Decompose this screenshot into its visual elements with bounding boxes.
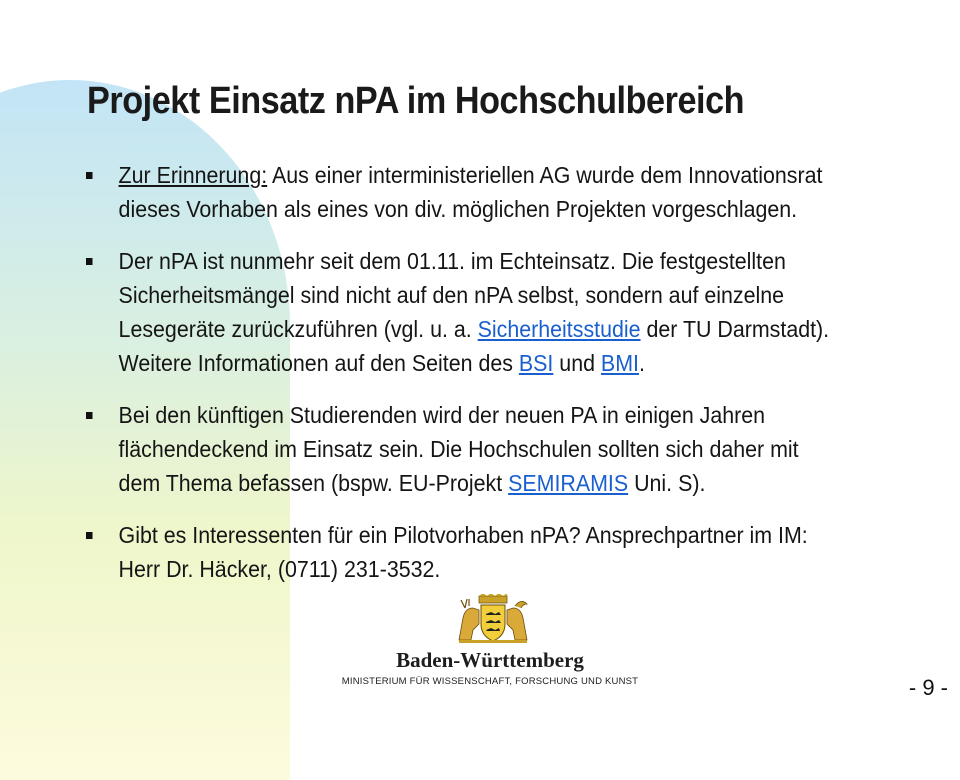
underlined-text: Zur Erinnerung:: [118, 162, 268, 188]
bullet-item: [86, 398, 956, 500]
bullet-square-icon: [86, 172, 93, 179]
bullet-line: [119, 432, 956, 466]
bullet-line: [119, 466, 956, 500]
bullet-list: [86, 158, 916, 604]
bullet-item: [86, 244, 956, 380]
hyperlink[interactable]: BMI: [600, 350, 639, 376]
bullet-item: [86, 518, 956, 586]
text-span: Weitere Informationen auf den Seiten des: [118, 350, 519, 376]
bullet-line: [119, 278, 956, 312]
hyperlink[interactable]: SEMIRAMIS: [508, 470, 629, 496]
page-number: - 9 -: [908, 675, 948, 700]
bullet-line: [119, 552, 956, 586]
text-span: Der nPA ist nunmehr seit dem 01.11. im Echteinsatz. Die festgestellten: [118, 248, 786, 274]
hyperlink[interactable]: BSI: [518, 350, 554, 376]
text-span: Uni. S).: [628, 470, 706, 496]
bullet-square-icon: [86, 258, 93, 265]
bullet-item: [86, 158, 956, 226]
logo-state-name: Baden-Württemberg: [396, 648, 584, 672]
text-span: dieses Vorhaben als eines von div. möglichen Projekten vorgeschlagen.: [118, 196, 798, 222]
text-span: flächendeckend im Einsatz sein. Die Hochschulen sollten sich daher mit: [118, 436, 799, 462]
slide-title: Projekt Einsatz nPA im Hochschulbereich: [87, 80, 745, 122]
text-span: der TU Darmstadt).: [640, 316, 830, 342]
bullet-line: [119, 346, 956, 380]
text-span: Bei den künftigen Studierenden wird der neuen PA in einigen Jahren: [118, 402, 766, 428]
logo-ministry-name: MINISTERIUM FÜR WISSENSCHAFT, FORSCHUNG UND KUNST: [341, 676, 639, 687]
bullet-line: [119, 244, 956, 278]
text-span: und: [553, 350, 601, 376]
hyperlink[interactable]: Sicherheitsstudie: [477, 316, 641, 342]
ministry-logo: [340, 592, 640, 692]
bullet-line: [119, 158, 956, 192]
bullet-square-icon: [86, 412, 93, 419]
text-span: Sicherheitsmängel sind nicht auf den nPA selbst, sondern auf einzelne: [118, 282, 785, 308]
text-span: Lesegeräte zurückzuführen (vgl. u. a.: [118, 316, 478, 342]
bullet-line: [119, 192, 956, 226]
bullet-square-icon: [86, 532, 93, 539]
bullet-line: [119, 398, 956, 432]
bullet-line: [119, 518, 956, 552]
text-span: dem Thema befassen (bspw. EU-Projekt: [118, 470, 509, 496]
text-span: .: [638, 350, 645, 376]
text-span: Aus einer interministeriellen AG wurde dem Innovationsrat: [267, 162, 823, 188]
text-span: Gibt es Interessenten für ein Pilotvorhaben nPA? Ansprechpartner im IM:: [118, 522, 808, 548]
bullet-line: [119, 312, 956, 346]
coat-of-arms-icon: [453, 594, 533, 646]
text-span: Herr Dr. Häcker, (0711) 231-3532.: [118, 556, 441, 582]
